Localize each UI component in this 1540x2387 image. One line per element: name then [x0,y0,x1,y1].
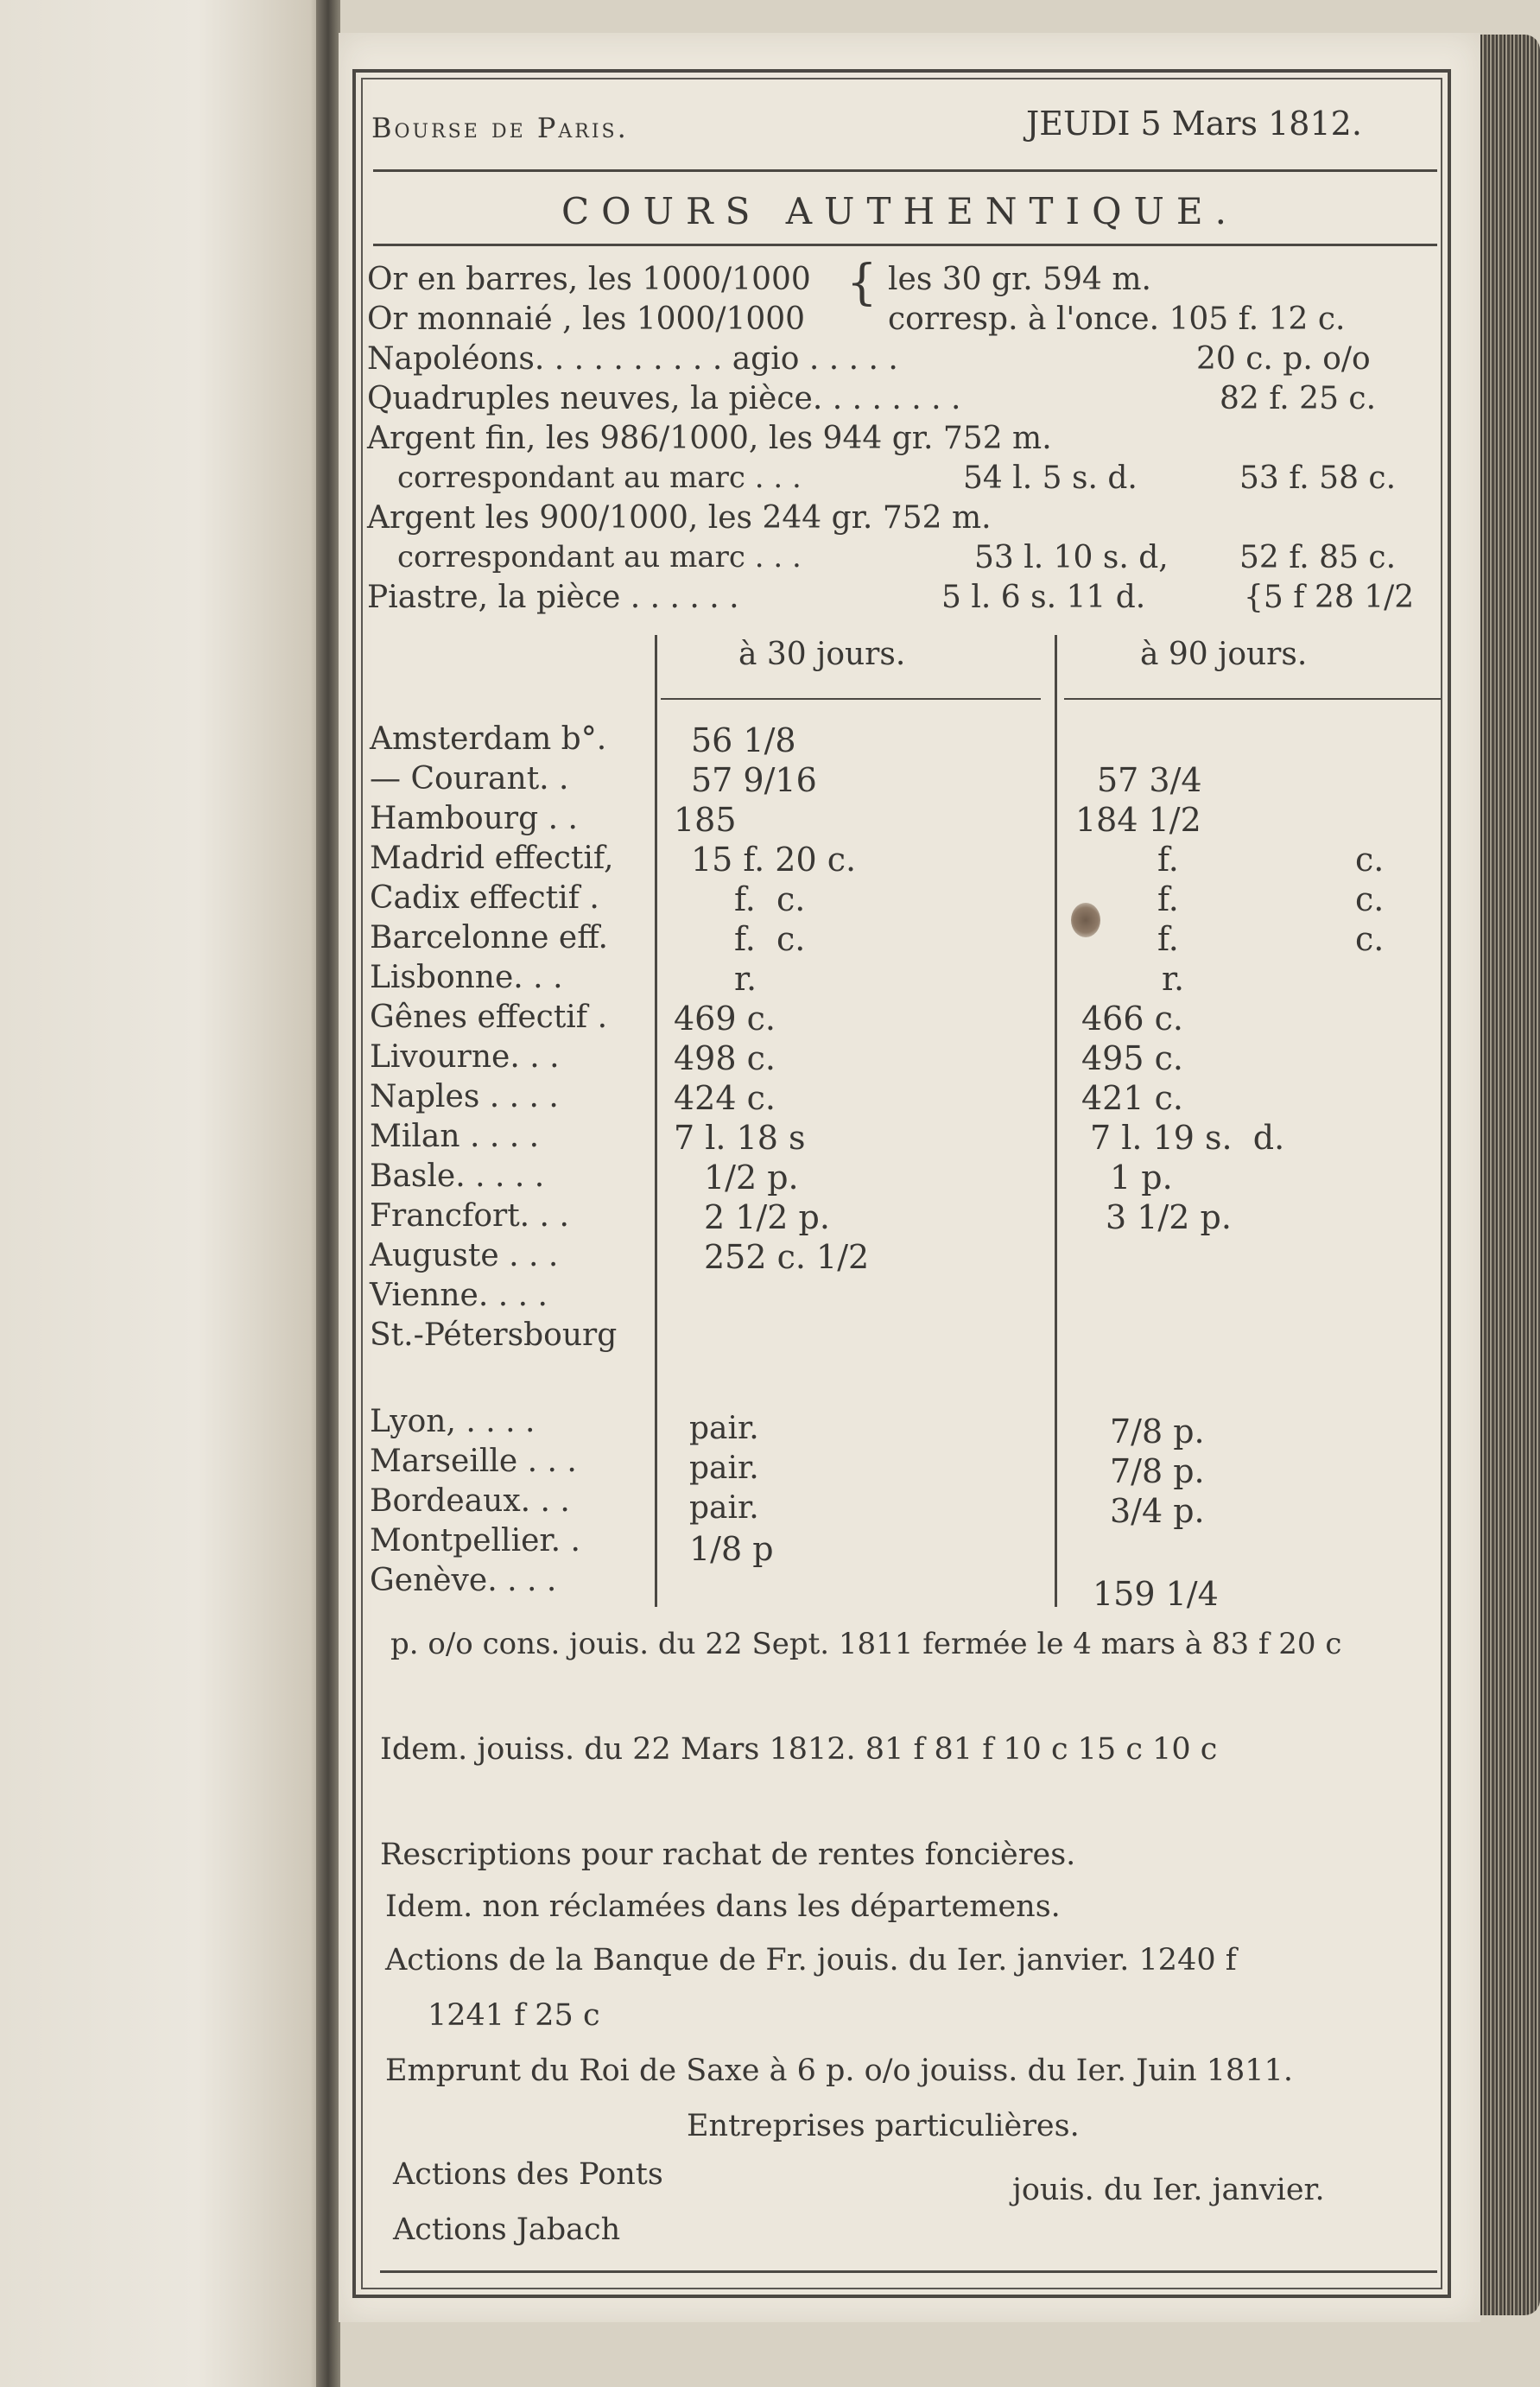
rate-30-days: 185 [674,801,737,839]
rate-90-days: 466 c. [1081,1000,1183,1038]
book-gutter [316,0,340,2387]
blank-facing-page [0,0,330,2387]
metals-line-9-mid: 5 l. 6 s. 11 d. [941,580,1146,615]
idem-departemens-line: Idem. non réclamées dans les départemens. [385,1889,1061,1924]
metals-brace: { [846,255,878,311]
rate-30-days: pair. [689,1411,759,1446]
rate-30-days: pair. [689,1451,759,1486]
metals-line-4: Quadruples neuves, la pièce. . . . . . . . [367,381,961,416]
rate-30-days: 1/8 p [689,1530,774,1568]
metals-line-6: correspondant au marc . . . [397,460,802,495]
page-title: COURS AUTHENTIQUE. [561,190,1239,232]
place-name: Lyon, . . . . [370,1404,536,1439]
rate-30-days: 469 c. [674,1000,776,1038]
metals-line-5: Argent fin, les 986/1000, les 944 gr. 752 m. [367,421,1052,456]
metals-line-3-right: 20 c. p. o/o [1196,341,1371,377]
rate-30-days: 1/2 p. [704,1159,799,1197]
banque-actions-line-2: 1241 f 25 c [428,1998,600,2033]
metals-line-6-mid: 54 l. 5 s. d. [963,460,1138,496]
rate-30-days: r. [734,960,757,998]
place-name: Amsterdam b°. [370,721,607,757]
rate-90-days: 159 1/4 [1093,1575,1219,1613]
rentes-idem-line: Idem. jouiss. du 22 Mars 1812. 81 f 81 f 10 c 15 c 10 c [380,1732,1218,1767]
place-name: Milan . . . . [370,1119,540,1154]
rescriptions-line: Rescriptions pour rachat de rentes foncières. [380,1838,1076,1872]
rate-90-days: 184 1/2 [1075,801,1201,839]
rate-90-days: 1 p. [1110,1159,1173,1197]
place-name: Francfort. . . [370,1198,569,1234]
rentes-cons-line: p. o/o cons. jouis. du 22 Sept. 1811 fermée le 4 mars à 83 f 20 c [390,1627,1342,1661]
metals-line-2-right: corresp. à l'once. 105 f. 12 c. [888,302,1346,337]
rate-90-days: r. [1162,960,1185,998]
metals-line-4-right: 82 f. 25 c. [1220,381,1377,416]
rate-30-days: 498 c. [674,1039,776,1077]
title-rule [373,244,1437,246]
col-header-rule-30 [661,698,1041,700]
table-divider-right [1055,635,1057,1607]
rate-30-days: 252 c. 1/2 [704,1238,870,1276]
header-date: JEUDI 5 Mars 1812. [1026,105,1362,143]
rate-90-days: 7 l. 19 s. d. [1090,1119,1285,1157]
metals-line-6-right: 53 f. 58 c. [1239,460,1397,496]
place-name: Auguste . . . [370,1238,559,1273]
metals-line-7: Argent les 900/1000, les 244 gr. 752 m. [367,500,992,536]
place-name: Barcelonne eff. [370,920,608,955]
place-name: Livourne. . . [370,1039,560,1075]
place-name: Cadix effectif . [370,880,599,916]
place-name: Lisbonne. . . [370,960,563,995]
place-name: Gênes effectif . [370,1000,608,1035]
rate-90-days: 3 1/2 p. [1106,1198,1232,1236]
actions-name: Actions des Ponts [393,2157,663,2192]
rate-90-days: f. c. [1157,920,1385,958]
rate-90-days: 3/4 p. [1110,1492,1205,1530]
metals-line-8-right: 52 f. 85 c. [1239,540,1397,575]
actions-name: Actions Jabach [393,2212,621,2247]
rate-30-days: pair. [689,1490,759,1526]
metals-line-3: Napoléons. . . . . . . . . . agio . . . . . [367,341,898,377]
rate-90-days: 7/8 p. [1110,1452,1205,1490]
place-name: Basle. . . . . [370,1159,545,1194]
place-name: Montpellier. . [370,1523,580,1559]
banque-actions-line: Actions de la Banque de Fr. jouis. du Ier. janvier. 1240 f [385,1943,1237,1978]
col-header-90-days: à 90 jours. [1140,637,1308,672]
col-header-rule-90 [1064,698,1441,700]
place-name: Marseille . . . [370,1444,577,1479]
metals-line-1-right: les 30 gr. 594 m. [888,262,1151,297]
place-name: Genève. . . . [370,1563,557,1598]
emprunt-saxe-line: Emprunt du Roi de Saxe à 6 p. o/o jouiss. du Ier. Juin 1811. [385,2054,1293,2088]
place-name: Madrid effectif, [370,841,614,876]
place-name: — Courant. . [370,761,569,797]
col-header-30-days: à 30 jours. [738,637,906,672]
metals-line-1: Or en barres, les 1000/1000 [367,262,811,297]
table-divider-left [655,635,657,1607]
actions-note: jouis. du Ier. janvier. [1012,2173,1325,2207]
header-rule [373,169,1437,172]
entreprises-heading: Entreprises particulières. [687,2109,1080,2143]
place-name: Naples . . . . [370,1079,559,1114]
metals-line-9: Piastre, la pièce . . . . . . [367,580,739,615]
bottom-rule [380,2270,1437,2273]
place-name: Hambourg . . [370,801,578,836]
ink-stain [1071,903,1100,937]
rate-30-days: 424 c. [674,1079,776,1117]
metals-line-9-right: {5 f 28 1/2 [1244,580,1415,615]
rate-30-days: 56 1/8 [691,721,796,759]
metals-line-2: Or monnaié , les 1000/1000 [367,302,806,337]
rate-90-days: f. c. [1157,841,1385,879]
rate-90-days: 7/8 p. [1110,1413,1205,1451]
metals-line-8: correspondant au marc . . . [397,540,802,575]
rate-90-days: 57 3/4 [1097,761,1202,799]
place-name: Vienne. . . . [370,1278,548,1313]
rate-30-days: 2 1/2 p. [704,1198,830,1236]
rate-90-days: f. c. [1157,880,1385,918]
rate-30-days: 15 f. 20 c. [691,841,857,879]
place-name: Bordeaux. . . [370,1483,570,1519]
rate-30-days: 57 9/16 [691,761,817,799]
rate-90-days: 421 c. [1081,1079,1183,1117]
rate-30-days: f. c. [734,920,806,958]
rate-90-days: 495 c. [1081,1039,1183,1077]
metals-line-8-mid: 53 l. 10 s. d, [974,540,1169,575]
rate-30-days: 7 l. 18 s [674,1119,806,1157]
place-name: St.-Pétersbourg [370,1317,618,1353]
header-left: Bourse de Paris. [371,111,629,144]
rate-30-days: f. c. [734,880,806,918]
